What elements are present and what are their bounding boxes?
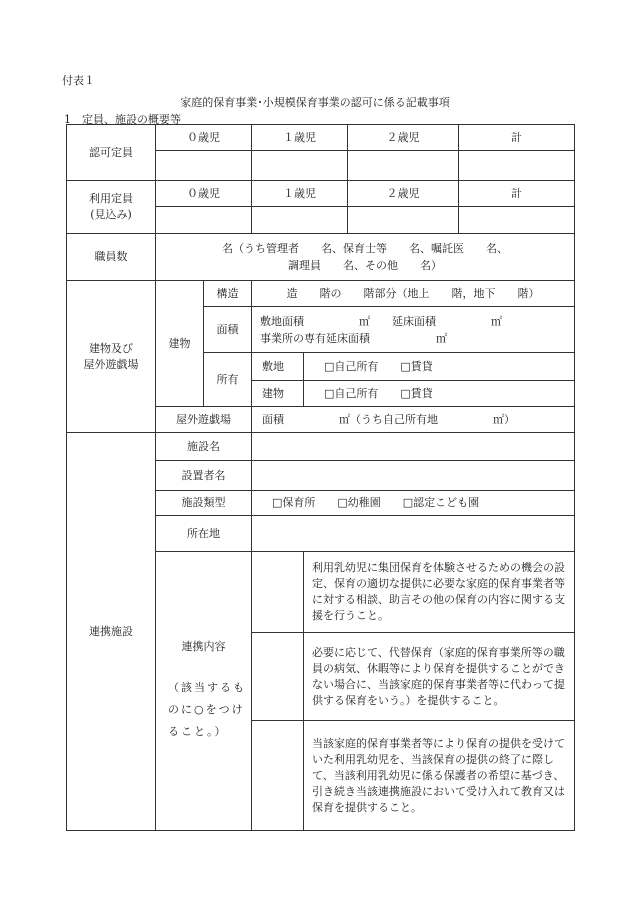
approved-age2-input[interactable]: [348, 151, 459, 181]
founder-input[interactable]: [252, 461, 575, 491]
ownership-label: 所有: [204, 353, 252, 407]
area-label: 面積: [204, 307, 252, 353]
type-options[interactable]: □保育所 □幼稚園 □認定こども園: [252, 491, 575, 516]
type-label: 施設類型: [156, 491, 252, 516]
bldg-ownership-options[interactable]: □自己所有 □賃貸: [304, 381, 575, 407]
usage-col-age1: １歳児: [252, 181, 348, 207]
staff-value[interactable]: 名（うち管理者 名、保育士等 名、嘱託医 名、 調理員 名、その他 名）: [156, 234, 575, 281]
content-mark-2[interactable]: [252, 633, 304, 721]
site-ownership-options[interactable]: □自己所有 □賃貸: [304, 353, 575, 381]
building-label: 建物: [156, 281, 204, 407]
content-mark-1[interactable]: [252, 552, 304, 633]
structure-value[interactable]: 造 階の 階部分（地上 階，地下 階）: [252, 281, 575, 307]
partner-group-label: 連携施設: [67, 433, 156, 831]
founder-label: 設置者名: [156, 461, 252, 491]
usage-age1-input[interactable]: [252, 207, 348, 234]
form-table: [66, 124, 575, 831]
approved-total-input[interactable]: [459, 151, 575, 181]
approved-age0-input[interactable]: [156, 151, 252, 181]
capacity-col-age1: １歳児: [252, 125, 348, 151]
capacity-col-total: 計: [459, 125, 575, 151]
usage-age0-input[interactable]: [156, 207, 252, 234]
facility-name-input[interactable]: [252, 433, 575, 461]
content-label-cell: [156, 552, 252, 831]
usage-total-input[interactable]: [459, 207, 575, 234]
document-title: 家庭的保育事業･小規模保育事業の認可に係る記載事項: [180, 96, 450, 109]
content-mark-3[interactable]: [252, 721, 304, 831]
bldg-label: 建物: [252, 381, 304, 407]
content-label: 連携内容: [181, 640, 226, 653]
usage-col-age2: ２歳児: [348, 181, 459, 207]
capacity-col-age0: ０歳児: [156, 125, 252, 151]
section-title: 1 定員、施設の概要等: [64, 113, 181, 126]
approved-capacity-label: 認可定員: [67, 125, 156, 181]
content-item-1: 利用乳幼児に集団保育を体験させるための機会の設定、保育の適切な提供に必要な家庭的保育事業者等に対する相談、助言その他の保育の内容に関する支援を行うこと。: [304, 552, 575, 633]
usage-capacity-label: 利用定員 (見込み): [67, 181, 156, 234]
playground-value[interactable]: 面積 ㎡（うち自己所有地 ㎡）: [252, 407, 575, 433]
address-label: 所在地: [156, 516, 252, 552]
staff-label: 職員数: [67, 234, 156, 281]
address-input[interactable]: [252, 516, 575, 552]
capacity-col-age2: ２歳児: [348, 125, 459, 151]
content-note: （該当するものに○をつけること。）: [168, 681, 246, 738]
area-value[interactable]: 敷地面積 ㎡ 延床面積 ㎡ 事業所の専有延床面積 ㎡: [252, 307, 575, 353]
content-item-3: 当該家庭的保育事業者等により保育の提供を受けていた利用乳幼児を、当該保育の提供の終了に際して、当該利用乳幼児に係る保護者の希望に基づき、引き続き当該連携施設において受け入れて教育又は保育を提供すること。: [304, 721, 575, 831]
facility-name-label: 施設名: [156, 433, 252, 461]
playground-label: 屋外遊戯場: [156, 407, 252, 433]
usage-col-total: 計: [459, 181, 575, 207]
building-group-label: 建物及び 屋外遊戯場: [67, 281, 156, 433]
content-item-2: 必要に応じて、代替保育（家庭的保育事業所等の職員の病気、休暇等により保育を提供することができない場合に、当該家庭的保育事業者等に代わって提供する保育をいう。）を提供すること。: [304, 633, 575, 721]
approved-age1-input[interactable]: [252, 151, 348, 181]
usage-col-age0: ０歳児: [156, 181, 252, 207]
appendix-label: 付表１: [62, 74, 95, 87]
usage-age2-input[interactable]: [348, 207, 459, 234]
structure-label: 構造: [204, 281, 252, 307]
site-label: 敷地: [252, 353, 304, 381]
